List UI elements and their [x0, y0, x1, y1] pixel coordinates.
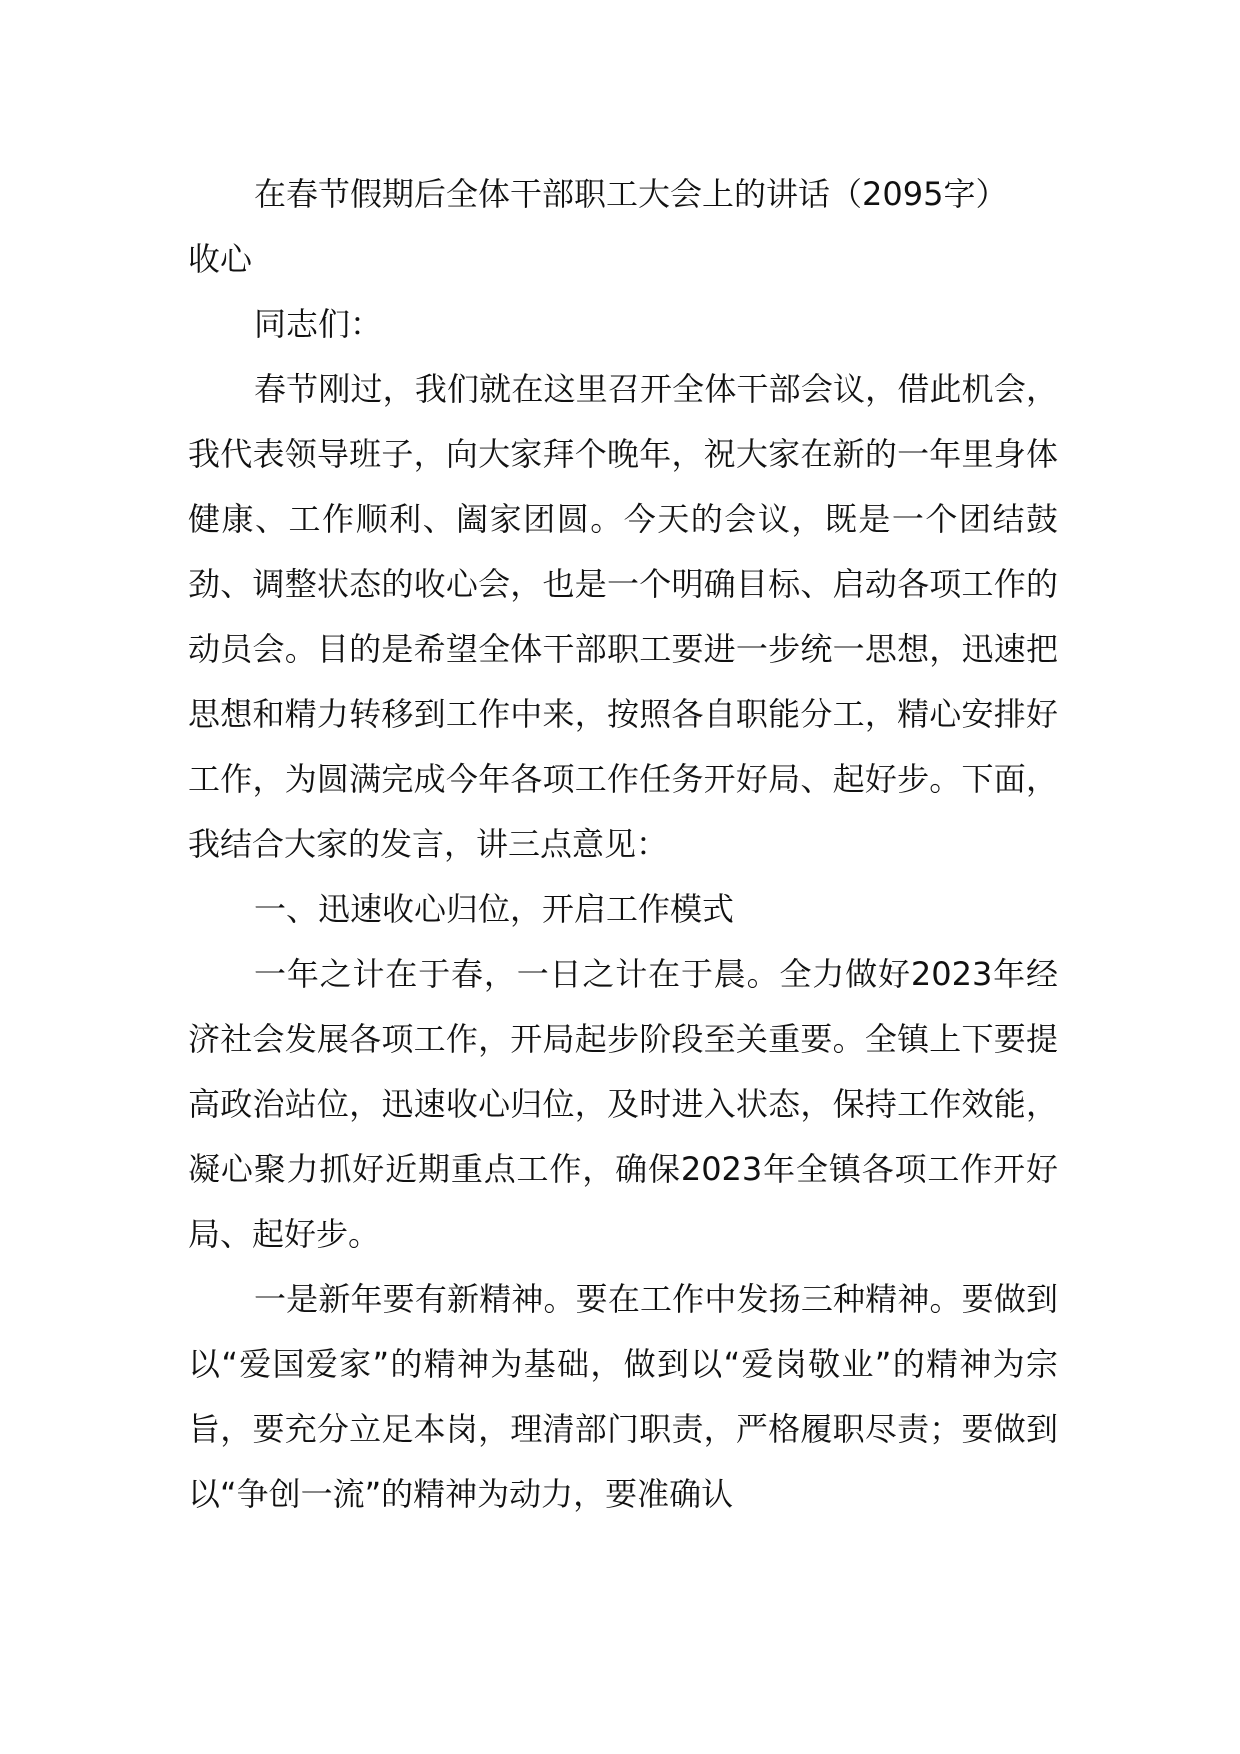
document-subtitle: 收心	[188, 240, 253, 278]
section-heading-1: 一、迅速收心归位，开启工作模式	[254, 890, 735, 928]
salutation: 同志们：	[254, 305, 383, 343]
paragraph-point-1: 一是新年要有新精神。要在工作中发扬三种精神。要做到以“爱国爱家”的精神为基础，做到以“爱岗敬业”的精神为宗旨，要充分立足本岗，理清部门职责，严格履职尽责；要做到以“争创一流”的精神为动力，要准确认	[188, 1280, 1058, 1513]
paragraph-intro: 春节刚过，我们就在这里召开全体干部会议，借此机会，我代表领导班子，向大家拜个晚年，祝大家在新的一年里身体健康、工作顺利、阖家团圆。今天的会议，既是一个团结鼓劲、调整状态的收心会，也是一个明确目标、启动各项工作的动员会。目的是希望全体干部职工要进一步统一思想，迅速把思想和精力转移到工作中来，按照各自职能分工，精心安排好工作，为圆满完成今年各项工作任务开好局、起好步。下面，我结合大家的发言，讲三点意见：	[188, 370, 1058, 863]
document-body	[188, 162, 1058, 1527]
paragraph-section-1: 一年之计在于春，一日之计在于晨。全力做好2023年经济社会发展各项工作，开局起步阶段至关重要。全镇上下要提高政治站位，迅速收心归位，及时进入状态，保持工作效能，凝心聚力抓好近期重点工作，确保2023年全镇各项工作开好局、起好步。	[188, 955, 1058, 1253]
document-title: 在春节假期后全体干部职工大会上的讲话（2095字）	[254, 175, 1008, 213]
